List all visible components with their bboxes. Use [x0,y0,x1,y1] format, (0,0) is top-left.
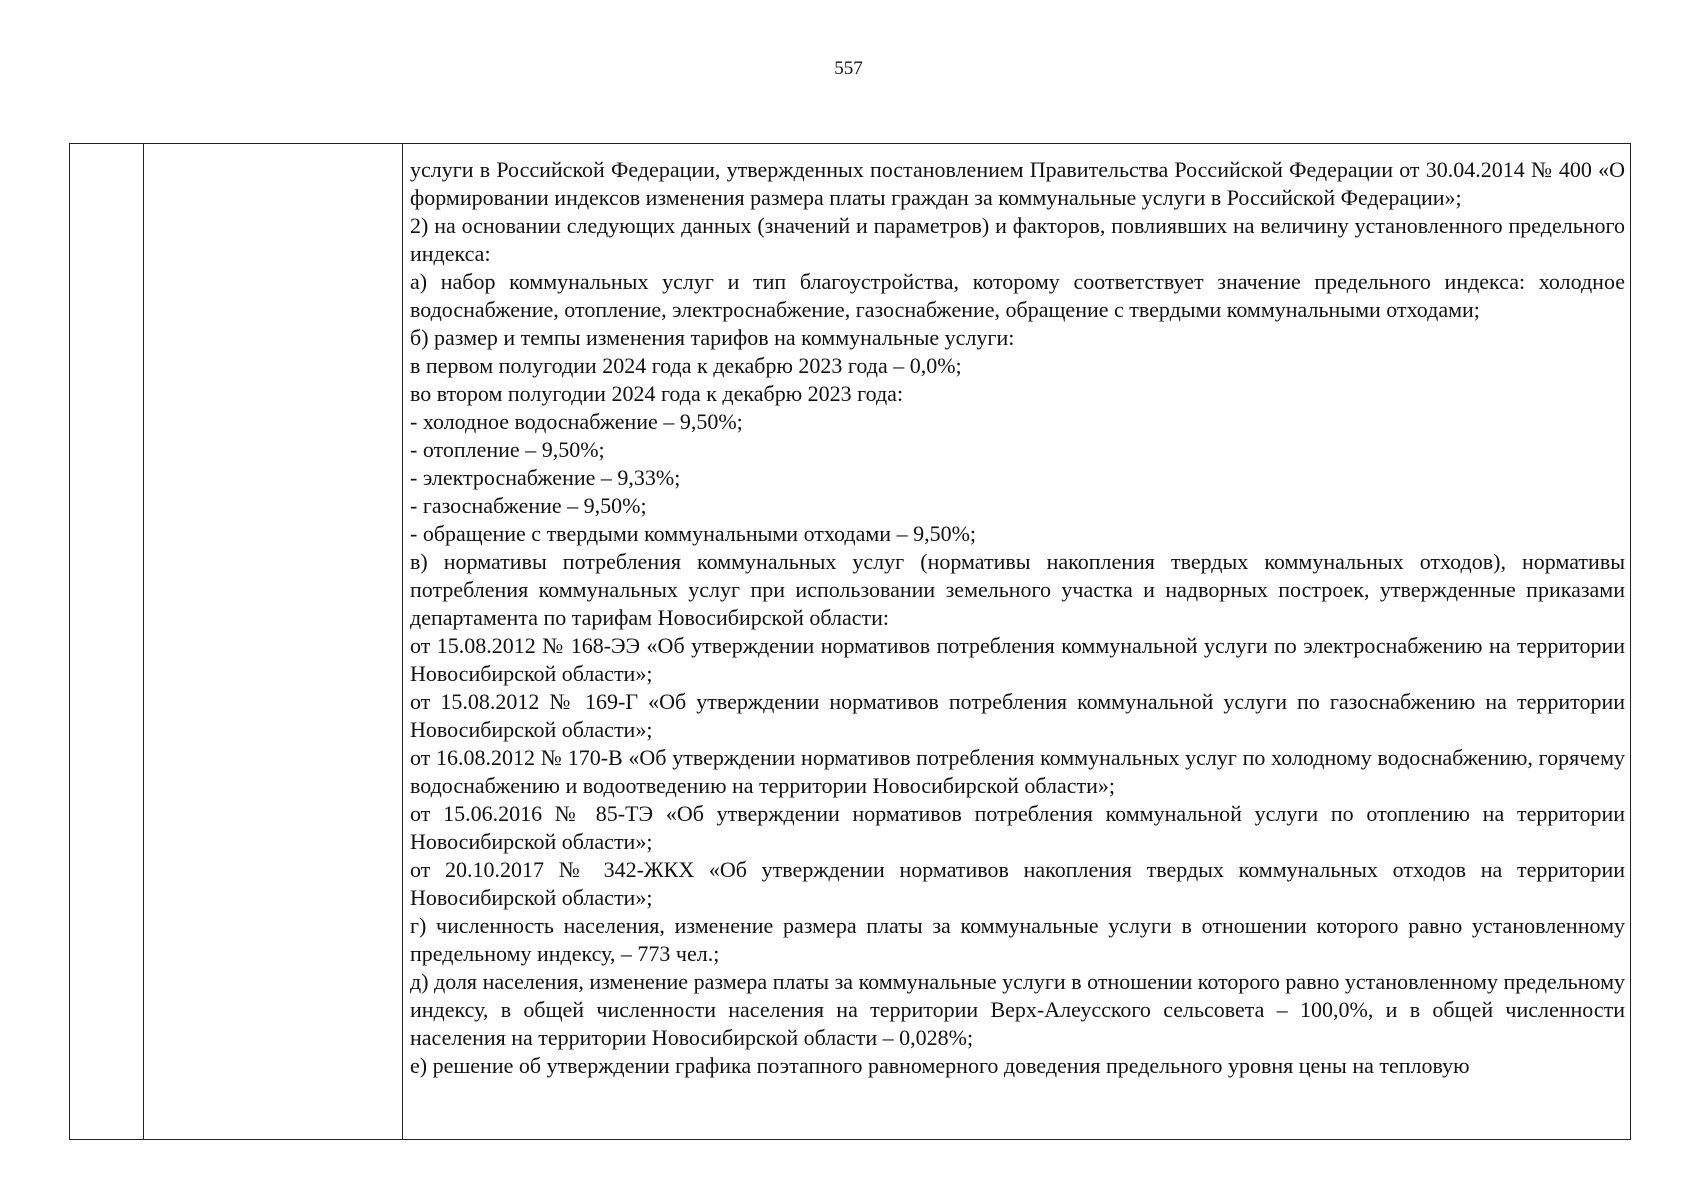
paragraph-item-a: а) набор коммунальных услуг и тип благоустройства, которому соответствует значение предельного индекса: холодное водоснабжение, отопление, электроснабжение, газоснабжение, обращение с твердыми коммунальными отходами; [410,269,1625,322]
list-item-waste: - обращение с твердыми коммунальными отходами – 9,50%; [410,521,977,546]
paragraph-item-g: г) численность населения, изменение размера платы за коммунальные услуги в отношении которого равно установленному предельному индексу, – 773 чел.; [410,913,1625,966]
paragraph-second-half: во втором полугодии 2024 года к декабрю 2023 года: [410,381,904,406]
paragraph-order-169: от 15.08.2012 № 169-Г «Об утверждении нормативов потребления коммунальной услуги по газоснабжению на территории Новосибирской области»; [410,689,1625,742]
table-column-content [403,144,1630,1139]
paragraph-item-2: 2) на основании следующих данных (значений и параметров) и факторов, повлиявших на величину установленного предельного индекса: [410,213,1625,266]
list-item-electricity: - электроснабжение – 9,33%; [410,465,681,490]
list-item-gas: - газоснабжение – 9,50%; [410,493,647,518]
document-table [69,143,1631,1140]
paragraph-services-rf: услуги в Российской Федерации, утвержденных постановлением Правительства Российской Федерации от 30.04.2014 № 400 «О формировании индексов изменения размера платы граждан за коммунальные услуги в Российской Федерации»; [410,157,1625,210]
paragraph-order-170: от 16.08.2012 № 170-В «Об утверждении нормативов потребления коммунальных услуг по холодному водоснабжению, горячему водоснабжению и водоотведению на территории Новосибирской области»; [410,745,1625,798]
paragraph-item-b: б) размер и темпы изменения тарифов на коммунальные услуги: [410,325,1015,350]
list-item-heating: - отопление – 9,50%; [410,437,605,462]
paragraph-order-168: от 15.08.2012 № 168-ЭЭ «Об утверждении нормативов потребления коммунальной услуги по электроснабжению на территории Новосибирской области»; [410,633,1625,686]
table-column-number [70,144,144,1139]
paragraph-item-v: в) нормативы потребления коммунальных услуг (нормативы накопления твердых коммунальных отходов), нормативы потребления коммунальных услуг при использовании земельного участка и надворных построек, утвержденные приказами департамента по тарифам Новосибирской области: [410,549,1625,630]
paragraph-first-half: в первом полугодии 2024 года к декабрю 2023 года – 0,0%; [410,353,962,378]
paragraph-order-85: от 15.06.2016 № 85-ТЭ «Об утверждении нормативов потребления коммунальной услуги по отоплению на территории Новосибирской области»; [410,801,1625,854]
paragraph-order-342: от 20.10.2017 № 342-ЖКХ «Об утверждении нормативов накопления твердых коммунальных отходов на территории Новосибирской области»; [410,857,1625,910]
paragraph-item-e: е) решение об утверждении графика поэтапного равномерного доведения предельного уровня цены на тепловую [410,1053,1470,1078]
page-number: 557 [834,58,863,79]
table-column-name [144,144,403,1139]
paragraph-item-d: д) доля населения, изменение размера платы за коммунальные услуги в отношении которого равно установленному предельному индексу, в общей численности населения на территории Верх-Алеусского сельсовета – 100,0%, и в общей численности населения на территории Новосибирской области – 0,028%; [410,969,1625,1050]
list-item-cold-water: - холодное водоснабжение – 9,50%; [410,409,743,434]
